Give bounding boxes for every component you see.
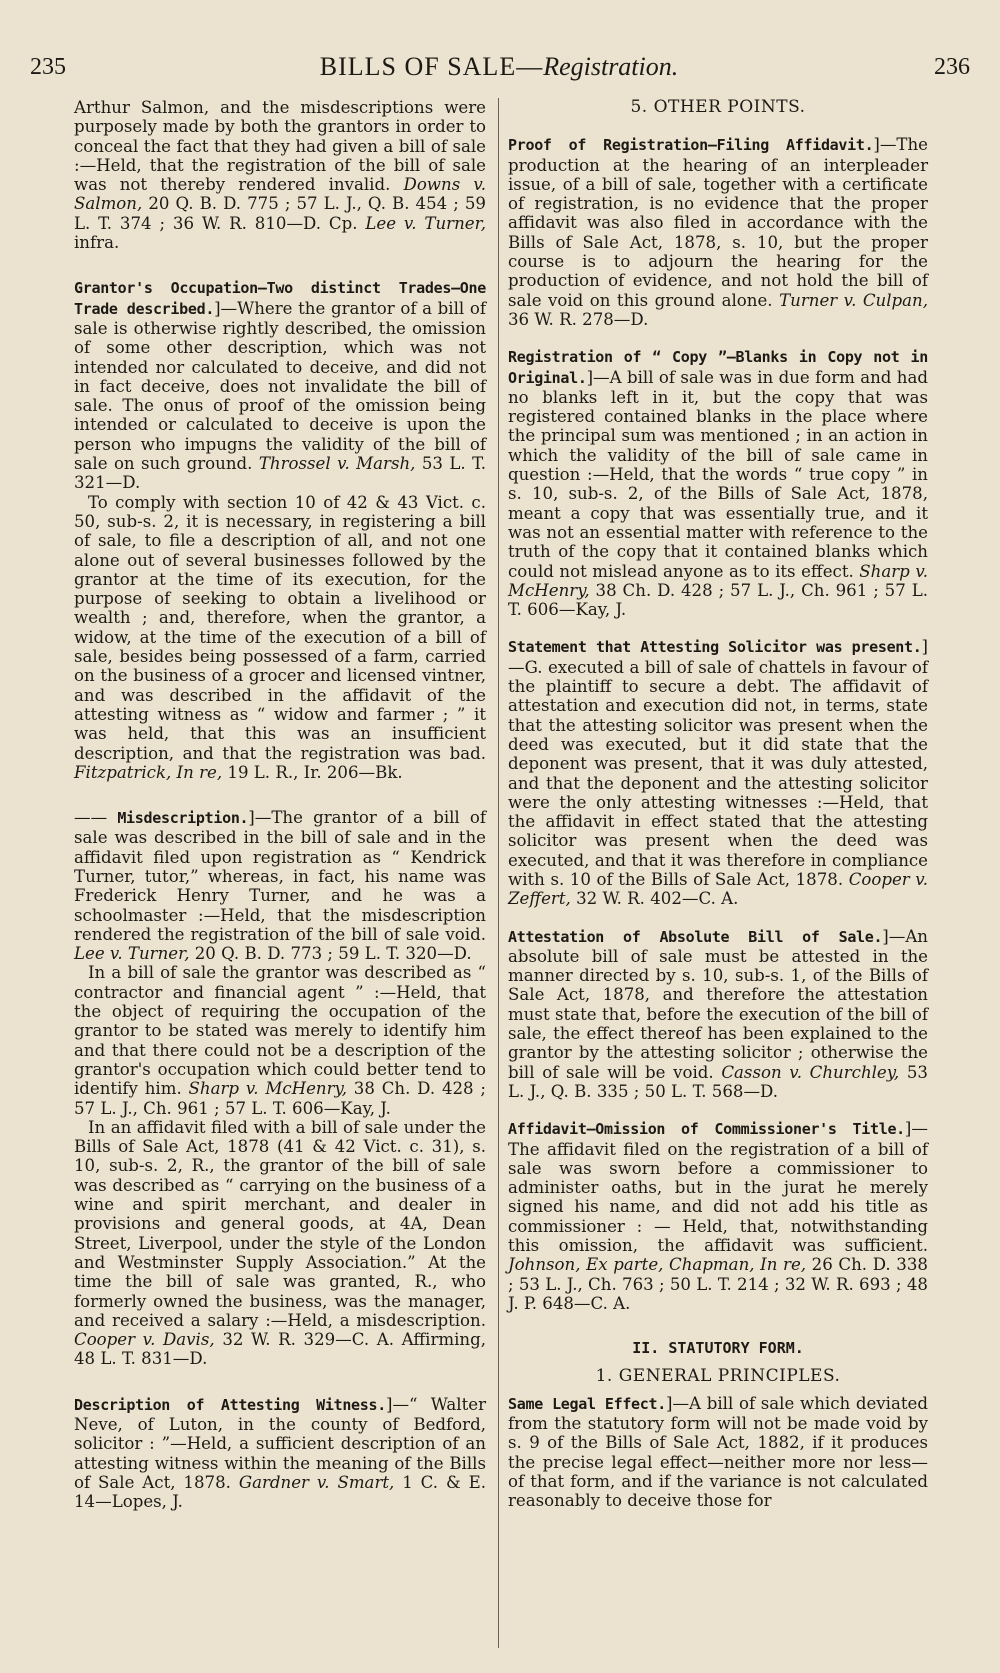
entry-text: To comply with section 10 of 42 & 43 Vict. c. 50, sub-s. 2, it is necessary, in registering a bill of sale, to file a description of all, and not one alone out of several businesses followed by the grantor at the time of its execution, for the purpose of seeking to obtain a livelihood or wealth ; and, therefore, when the grantor, a widow, at the time of the execution of a bill of sale, besides being possessed of a farm, carried on the business of a grocer and licensed vintner, and was described in the affidavit of the attesting witness as “ widow and farmer ; ” it was held, that this was an insufficient description, and that the registration was bad.	[74, 492, 486, 763]
entry-text: ]—G. executed a bill of sale of chattels in favour of the plaintiff to secure a debt. The affidavit of attestation and execution did not, in terms, state that the attesting solicitor was present when the deed was executed, but it did state that the deponent was present, that it was duly attested, and that the deponent and the attesting solicitor were the only attesting witnesses :—Held, that the affidavit in effect stated that the attesting solicitor was present when the deed was executed, and that it was therefore in compliance with s. 10 of the Bills of Sale Act, 1878.	[508, 637, 928, 889]
running-title-italic: Registration.	[543, 52, 679, 81]
entry-misdescription	[74, 808, 486, 963]
entry-text: ]—A bill of sale which deviated from the statutory form will not be made void by s. 9 of the Bills of Sale Act, 1882, if it produces the precise legal effect—neither more nor less—of that form, and if the variance is not calculated reasonably to deceive those for	[508, 1393, 928, 1511]
entry-text: ]—The grantor of a bill of sale was described in the bill of sale and in the affidavit filed upon registration as “ Kendrick Turner, tutor,” whereas, in fact, his name was Frederick Henry Turner, and he was a schoolmaster :—Held, that the misdescription rendered the registration of the bill of sale void.	[74, 808, 486, 944]
entry-text: ]—Where the grantor of a bill of sale is otherwise rightly described, the omission of some other description, which was not intended nor calculated to deceive, and did not in fact deceive, does not invalidate the bill of sale. The onus of proof of the omission being intended or calculated to deceive is upon the person who impugns the validity of the bill of sale on such ground.	[74, 298, 486, 474]
entry-heading: Description of Attesting Witness.	[74, 1395, 386, 1414]
entry-text: ]—“ Walter Neve, of Luton, in the county of Bedford, solicitor : ”—Held, a sufficient description of an attesting witness within the meaning of the Bills of Sale Act, 1878.	[74, 1394, 486, 1492]
entry-same-legal-effect	[508, 1394, 928, 1511]
case-name: Sharp v. McHenry,	[508, 561, 928, 600]
column-divider	[498, 98, 499, 1648]
entry-heading: Same Legal Effect.	[508, 1394, 666, 1413]
citation: 1 C. & E. 14—Lopes, J.	[74, 1472, 487, 1512]
entry-text: In a bill of sale the grantor was described as “ contractor and financial agent ” :—Held, that the object of requiring the occupation of the grantor to be stated was merely to identify him and that there could not be a description of the grantor's occupation which could better tend to identify him.	[74, 963, 486, 1099]
citation: 53 L. T. 321—D.	[74, 454, 486, 493]
entry-heading: Misdescription.	[117, 809, 249, 828]
entry-text: ]—A bill of sale was in due form and had no blanks left in it, but the copy that was registered contained blanks in the place where the principal sum was mentioned ; in an action in which the validity of the bill of sale came in question :—Held, that the words “ true copy ” in s. 10, sub-s. 2, of the Bills of Sale Act, 1878, meant a copy that was essentially true, and it was not an essential matter with reference to the truth of the copy that it contained blanks which could not mislead anyone as to its effect.	[508, 367, 928, 581]
right-column	[508, 98, 928, 1511]
entry-commissioner-title	[508, 1119, 928, 1313]
case-name: Lee v. Turner,	[365, 213, 486, 233]
case-name: Throssel v. Marsh,	[258, 454, 416, 474]
section-number: II.	[632, 1339, 660, 1358]
citation: 20 Q. B. D. 773 ; 59 L. T. 320—D.	[194, 944, 472, 964]
case-name: Downs v. Salmon,	[74, 175, 487, 214]
running-title	[24, 52, 974, 82]
entry-text: Arthur Salmon, and the misdescriptions were purposely made by both the grantors in order to conceal the fact that they had given a bill of sale :—Held, that the registration of the bill of sale was not thereby rendered invalid.	[74, 98, 486, 195]
case-name: Cooper v. Davis,	[74, 1330, 215, 1350]
entry-text: In an affidavit filed with a bill of sale under the Bills of Sale Act, 1878 (41 & 42 Vict. c. 31), s. 10, sub-s. 2, R., the grantor of the bill of sale was described as “ carrying on the business of a wine and spirit merchant, and dealer in provisions and general goods, at 4A, Dean Street, Liverpool, under the style of the London and Westminster Supply Association.” At the time the bill of sale was granted, R., who formerly owned the business, was the manager, and received a salary :—Held, a misdescription.	[74, 1117, 486, 1330]
citation: 38 Ch. D. 428 ; 57 L. J., Ch. 961 ; 57 L. T. 606—Kay, J.	[508, 580, 928, 620]
citation: 38 Ch. D. 428 ; 57 L. J., Ch. 961 ; 57 L. T. 606—Kay, J.	[74, 1079, 487, 1118]
section-general-principles: 1. GENERAL PRINCIPLES.	[595, 1365, 841, 1386]
case-name: Turner v. Culpan,	[779, 290, 929, 310]
entry-heading: Grantor's Occupation—Two distinct Trades—One Trade described.	[74, 279, 486, 318]
citation: 20 Q. B. D. 775 ; 57 L. J., Q. B. 454 ; 59 L. T. 374 ; 36 W. R. 810—D. Cp.	[74, 194, 486, 233]
entry-text: ]—The affidavit filed on the registration of a bill of sale was sworn before a commissioner to administer oaths, but in the jurat he merely signed his name, and did not add his title as commissioner : — Held, that, notwithstanding this omission, the affidavit was sufficient.	[508, 1119, 928, 1256]
entry-text: ]—An absolute bill of sale must be attested in the manner directed by s. 10, sub-s. 1, of the Bills of Sale Act, 1878, and therefore the attestation must state that, before the execution of the bill of sale, the effect thereof has been explained to the grantor by the attesting solicitor ; otherwise the bill of sale will be void.	[508, 926, 928, 1082]
citation: 36 W. R. 278—D.	[508, 309, 649, 329]
page-number-right: 236	[934, 54, 970, 80]
entry-wine-merchant	[74, 1118, 486, 1369]
case-name: Cooper v. Zeffert,	[508, 869, 928, 909]
entry-several-businesses	[74, 493, 486, 782]
citation: 19 L. R., Ir. 206—Bk.	[227, 762, 403, 782]
left-column	[74, 98, 486, 1511]
case-name: Gardner v. Smart,	[238, 1472, 395, 1492]
case-name: Lee v. Turner,	[74, 944, 190, 964]
entry-proof-of-registration	[508, 135, 928, 329]
entry-heading: Affidavit—Omission of Commissioner's Title.	[508, 1120, 905, 1139]
section-heading: STATUTORY FORM.	[668, 1339, 804, 1358]
entry-heading: Attestation of Absolute Bill of Sale.	[508, 927, 883, 946]
case-name: Fitzpatrick, In re,	[74, 762, 223, 782]
ditto-dash: ——	[74, 808, 108, 828]
entry-text: infra.	[74, 233, 120, 253]
running-title-main: BILLS OF SALE—	[319, 52, 544, 81]
running-header	[24, 50, 974, 90]
entry-registration-of-copy	[508, 347, 928, 619]
entry-heading: Registration of “ Copy ”—Blanks in Copy not in Original.	[508, 348, 928, 387]
entry-grantors-occupation	[74, 278, 486, 492]
entry-attesting-witness	[74, 1395, 486, 1512]
section-other-points: 5. OTHER POINTS.	[630, 97, 806, 117]
entry-heading: Statement that Attesting Solicitor was present.	[508, 638, 922, 657]
entry-salmon-continued	[74, 98, 486, 252]
citation: 32 W. R. 329—C. A. Affirming, 48 L. T. 831—D.	[74, 1330, 487, 1369]
case-name: Casson v. Churchley,	[721, 1062, 900, 1082]
entry-absolute-bill	[508, 927, 928, 1102]
entry-text: ]—The production at the hearing of an interpleader issue, of a bill of sale, together with a certificate of registration, is no evidence that the proper affidavit was also filed in accordance with the Bills of Sale Act, 1878, s. 10, but the proper course is to adjourn the hearing for the production of evidence, and not hold the bill of sale void on this ground alone.	[508, 135, 928, 310]
entry-attesting-solicitor	[508, 637, 928, 908]
case-name: Sharp v. McHenry,	[188, 1079, 347, 1099]
entry-contractor	[74, 963, 486, 1117]
citation: 26 Ch. D. 338 ; 53 L. J., Ch. 763 ; 50 L. T. 214 ; 32 W. R. 693 ; 48 J. P. 648—C. A.	[508, 1255, 928, 1313]
entry-heading: Proof of Registration—Filing Affidavit.	[508, 136, 874, 155]
section-statutory-form	[508, 1339, 928, 1358]
citation: 32 W. R. 402—C. A.	[576, 889, 739, 909]
citation: 53 L. J., Q. B. 335 ; 50 L. T. 568—D.	[508, 1062, 928, 1101]
page-number-left: 235	[30, 54, 66, 80]
case-name: Johnson, Ex parte, Chapman, In re,	[508, 1255, 807, 1275]
